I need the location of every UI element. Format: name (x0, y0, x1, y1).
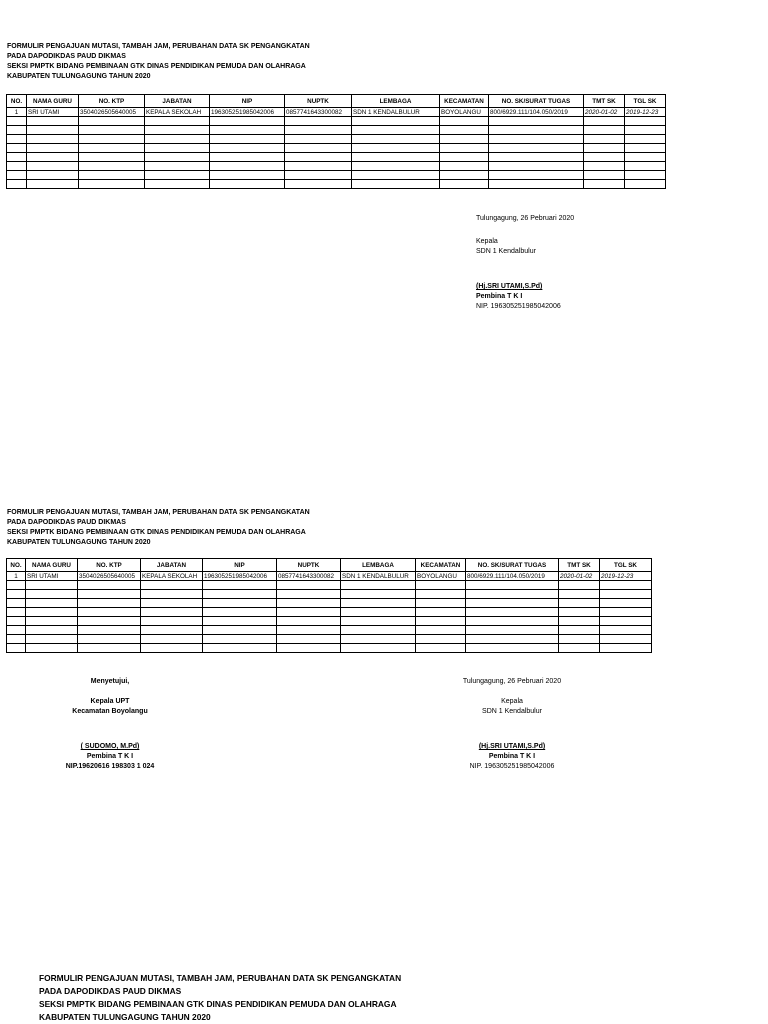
table-cell-empty (78, 644, 141, 653)
form-header-1 (7, 42, 310, 82)
table-cell-empty (141, 608, 203, 617)
table-cell-empty (7, 171, 27, 180)
cell-lembaga: SDN 1 KENDALBULUR (341, 572, 416, 581)
table-cell-empty (466, 644, 559, 653)
data-table-2 (6, 558, 652, 653)
table-cell-empty (440, 171, 489, 180)
header-line1: FORMULIR PENGAJUAN MUTASI, TAMBAH JAM, PERUBAHAN DATA SK PENGANGKATAN (7, 43, 310, 50)
table-cell-empty (489, 144, 584, 153)
header-line4: KABUPATEN TULUNGAGUNG TAHUN 2020 (7, 73, 151, 80)
table-cell-empty (7, 635, 26, 644)
table-cell-empty (285, 135, 352, 144)
table-cell-empty (559, 617, 600, 626)
sig-school: SDN 1 Kendalbulur (482, 708, 542, 715)
table-cell-empty (7, 153, 27, 162)
table-cell-empty (203, 590, 277, 599)
cell-tmt: 2020-01-02 (559, 572, 600, 581)
table-cell-empty (352, 180, 440, 189)
table-cell-empty (145, 180, 210, 189)
header-line1: FORMULIR PENGAJUAN MUTASI, TAMBAH JAM, PERUBAHAN DATA SK PENGANGKATAN (7, 509, 310, 516)
table-header-row (7, 559, 652, 572)
table-cell-empty (466, 608, 559, 617)
table-cell-empty (341, 581, 416, 590)
table-cell-empty (341, 635, 416, 644)
cell-ktp: 3504026505640005 (79, 108, 145, 117)
table-row-empty (7, 635, 652, 644)
table-cell-empty (584, 144, 625, 153)
table-cell-empty (78, 599, 141, 608)
table-cell-empty (600, 599, 652, 608)
table-cell-empty (285, 162, 352, 171)
table-cell-empty (7, 590, 26, 599)
sig-place-date: Tulungagung, 26 Pebruari 2020 (476, 215, 575, 222)
table-cell-empty (489, 171, 584, 180)
sig-name: (Hj.SRI UTAMI,S.Pd) (476, 283, 543, 290)
table-cell-empty (559, 635, 600, 644)
table-cell-empty (26, 644, 78, 653)
table-cell-empty (440, 135, 489, 144)
table-cell-empty (416, 581, 466, 590)
form-header-3 (39, 972, 401, 1024)
table-cell-empty (440, 126, 489, 135)
col-kecamatan: KECAMATAN (416, 559, 466, 572)
table-cell-empty (141, 581, 203, 590)
table-cell-empty (489, 162, 584, 171)
table-cell-empty (466, 581, 559, 590)
table-cell-empty (27, 117, 79, 126)
header-line4: KABUPATEN TULUNGAGUNG TAHUN 2020 (7, 539, 151, 546)
table-row-empty (7, 135, 666, 144)
col-lembaga: LEMBAGA (352, 95, 440, 108)
table-cell-empty (79, 153, 145, 162)
table-cell-empty (416, 635, 466, 644)
table-row-empty (7, 617, 652, 626)
col-lembaga: LEMBAGA (341, 559, 416, 572)
col-nuptk: NUPTK (277, 559, 341, 572)
table-cell-empty (489, 126, 584, 135)
table-cell-empty (489, 180, 584, 189)
table-cell-empty (27, 171, 79, 180)
table-cell-empty (7, 644, 26, 653)
table-row-empty (7, 626, 652, 635)
table-cell-empty (78, 608, 141, 617)
table-cell-empty (210, 126, 285, 135)
table-cell-empty (203, 644, 277, 653)
table-row-empty (7, 590, 652, 599)
table-cell-empty (416, 608, 466, 617)
table-cell-empty (466, 617, 559, 626)
header-line3: SEKSI PMPTK BIDANG PEMBINAAN GTK DINAS PENDIDIKAN PEMUDA DAN OLAHRAGA (7, 529, 306, 536)
table-cell-empty (7, 117, 27, 126)
header-line2: PADA DAPODIKDAS PAUD DIKMAS (39, 986, 182, 996)
cell-nip: 196305251985042006 (210, 108, 285, 117)
table-row-empty (7, 180, 666, 189)
table-cell-empty (466, 599, 559, 608)
col-no-ktp: NO. KTP (79, 95, 145, 108)
table-cell-empty (277, 617, 341, 626)
table-row-empty (7, 162, 666, 171)
table-cell-empty (78, 617, 141, 626)
table-cell-empty (600, 626, 652, 635)
table-cell-empty (210, 117, 285, 126)
table-cell-empty (145, 162, 210, 171)
table-cell-empty (210, 171, 285, 180)
table-cell-empty (559, 626, 600, 635)
table-cell-empty (600, 608, 652, 617)
cell-no: 1 (7, 572, 26, 581)
table-cell-empty (79, 144, 145, 153)
table-cell-empty (352, 117, 440, 126)
table-cell-empty (600, 590, 652, 599)
table-cell-empty (625, 117, 666, 126)
table-cell-empty (352, 126, 440, 135)
table-cell-empty (341, 626, 416, 635)
header-line2: PADA DAPODIKDAS PAUD DIKMAS (7, 519, 126, 526)
table-cell-empty (145, 117, 210, 126)
approval-office: Kecamatan Boyolangu (72, 708, 148, 715)
table-cell-empty (277, 644, 341, 653)
table-cell-empty (203, 581, 277, 590)
table-cell-empty (27, 135, 79, 144)
table-cell-empty (584, 117, 625, 126)
table-cell-empty (79, 117, 145, 126)
table-cell-empty (7, 617, 26, 626)
table-cell-empty (79, 171, 145, 180)
table-cell-empty (440, 162, 489, 171)
table-cell-empty (440, 117, 489, 126)
cell-tgl: 2019-12-23 (600, 572, 652, 581)
table-cell-empty (210, 144, 285, 153)
table-row-empty (7, 171, 666, 180)
col-nip: NIP (210, 95, 285, 108)
table-cell-empty (584, 126, 625, 135)
table-cell-empty (466, 626, 559, 635)
table-cell-empty (141, 590, 203, 599)
table-cell-empty (27, 144, 79, 153)
form-header-2 (7, 508, 310, 548)
cell-kecamatan: BOYOLANGU (416, 572, 466, 581)
table-cell-empty (285, 180, 352, 189)
table-cell-empty (203, 599, 277, 608)
table-cell-empty (584, 135, 625, 144)
col-nama-guru: NAMA GURU (26, 559, 78, 572)
table-cell-empty (584, 153, 625, 162)
table-cell-empty (145, 126, 210, 135)
signature-block-2 (452, 677, 572, 772)
approval-nip: NIP.19620616 198303 1 024 (65, 763, 155, 770)
table-header-row (7, 95, 666, 108)
sig-place-date: Tulungagung, 26 Pebruari 2020 (462, 678, 562, 685)
table-cell-empty (352, 135, 440, 144)
col-tmt-sk: TMT SK (559, 559, 600, 572)
table-cell-empty (584, 171, 625, 180)
table-cell-empty (7, 180, 27, 189)
approval-block (50, 677, 170, 772)
signature-block-1 (476, 214, 574, 312)
table-cell-empty (277, 590, 341, 599)
table-cell-empty (416, 644, 466, 653)
col-tmt-sk: TMT SK (584, 95, 625, 108)
table-cell-empty (285, 171, 352, 180)
table-cell-empty (285, 144, 352, 153)
table-cell-empty (141, 644, 203, 653)
sig-school: SDN 1 Kendalbulur (476, 248, 536, 255)
table-cell-empty (7, 126, 27, 135)
table-cell-empty (466, 635, 559, 644)
table-cell-empty (584, 162, 625, 171)
table-cell-empty (7, 135, 27, 144)
table-cell-empty (625, 144, 666, 153)
table-row-empty (7, 153, 666, 162)
table-cell-empty (625, 171, 666, 180)
table-cell-empty (145, 171, 210, 180)
header-line3: SEKSI PMPTK BIDANG PEMBINAAN GTK DINAS PENDIDIKAN PEMUDA DAN OLAHRAGA (39, 999, 397, 1009)
table-cell-empty (559, 644, 600, 653)
table-cell-empty (79, 126, 145, 135)
cell-no: 1 (7, 108, 27, 117)
table-cell-empty (559, 581, 600, 590)
table-cell-empty (26, 599, 78, 608)
table-cell-empty (203, 608, 277, 617)
table-cell-empty (210, 135, 285, 144)
table-cell-empty (489, 135, 584, 144)
table-row-empty (7, 581, 652, 590)
table-cell-empty (26, 581, 78, 590)
table-row-empty (7, 144, 666, 153)
table-cell-empty (600, 581, 652, 590)
table-cell-empty (27, 162, 79, 171)
table-cell-empty (78, 635, 141, 644)
table-cell-empty (466, 590, 559, 599)
cell-tmt: 2020-01-02 (584, 108, 625, 117)
table-cell-empty (277, 626, 341, 635)
cell-sk: 800/6929.111/104.050/2019 (466, 572, 559, 581)
col-tgl-sk: TGL SK (625, 95, 666, 108)
table-cell-empty (26, 617, 78, 626)
table-cell-empty (352, 153, 440, 162)
table-cell-empty (7, 144, 27, 153)
table-cell-empty (440, 180, 489, 189)
table-cell-empty (600, 617, 652, 626)
table-row (7, 108, 666, 117)
sig-role: Kepala (501, 698, 523, 705)
table-cell-empty (277, 599, 341, 608)
table-cell-empty (26, 626, 78, 635)
table-cell-empty (559, 599, 600, 608)
table-cell-empty (78, 590, 141, 599)
cell-jabatan: KEPALA SEKOLAH (145, 108, 210, 117)
col-nama-guru: NAMA GURU (27, 95, 79, 108)
col-jabatan: JABATAN (145, 95, 210, 108)
table-cell-empty (210, 180, 285, 189)
col-nip: NIP (203, 559, 277, 572)
table-cell-empty (203, 617, 277, 626)
table-cell-empty (352, 144, 440, 153)
table-cell-empty (141, 626, 203, 635)
col-no-ktp: NO. KTP (78, 559, 141, 572)
table-cell-empty (7, 581, 26, 590)
table-cell-empty (625, 162, 666, 171)
table-cell-empty (416, 626, 466, 635)
sig-role: Kepala (476, 238, 498, 245)
cell-kecamatan: BOYOLANGU (440, 108, 489, 117)
cell-ktp: 3504026505640005 (78, 572, 141, 581)
table-cell-empty (7, 608, 26, 617)
col-no: NO. (7, 559, 26, 572)
table-cell-empty (141, 599, 203, 608)
table-cell-empty (26, 635, 78, 644)
col-nuptk: NUPTK (285, 95, 352, 108)
table-row-empty (7, 126, 666, 135)
table-cell-empty (27, 126, 79, 135)
table-row (7, 572, 652, 581)
table-cell-empty (79, 135, 145, 144)
table-cell-empty (341, 590, 416, 599)
table-cell-empty (210, 162, 285, 171)
table-cell-empty (27, 180, 79, 189)
sig-rank: Pembina T K I (476, 293, 523, 300)
cell-nuptk: 0857741643300082 (285, 108, 352, 117)
table-cell-empty (7, 162, 27, 171)
table-cell-empty (26, 590, 78, 599)
table-cell-empty (145, 153, 210, 162)
table-cell-empty (341, 608, 416, 617)
cell-nuptk: 0857741643300082 (277, 572, 341, 581)
col-tgl-sk: TGL SK (600, 559, 652, 572)
cell-nama: SRI UTAMI (26, 572, 78, 581)
cell-nip: 196305251985042006 (203, 572, 277, 581)
approval-role: Kepala UPT (90, 698, 130, 705)
table-cell-empty (26, 608, 78, 617)
header-line4: KABUPATEN TULUNGAGUNG TAHUN 2020 (39, 1012, 211, 1022)
table-cell-empty (141, 635, 203, 644)
header-line2: PADA DAPODIKDAS PAUD DIKMAS (7, 53, 126, 60)
table-cell-empty (78, 581, 141, 590)
table-cell-empty (440, 144, 489, 153)
table-cell-empty (7, 626, 26, 635)
col-no-sk: NO. SK/SURAT TUGAS (489, 95, 584, 108)
sig-nip: NIP. 196305251985042006 (476, 303, 561, 310)
header-line1: FORMULIR PENGAJUAN MUTASI, TAMBAH JAM, PERUBAHAN DATA SK PENGANGKATAN (39, 973, 402, 983)
table-cell-empty (7, 599, 26, 608)
cell-jabatan: KEPALA SEKOLAH (141, 572, 203, 581)
table-row-empty (7, 117, 666, 126)
table-cell-empty (27, 153, 79, 162)
table-cell-empty (141, 617, 203, 626)
table-cell-empty (559, 608, 600, 617)
table-cell-empty (489, 117, 584, 126)
table-body-2 (7, 572, 652, 653)
table-cell-empty (78, 626, 141, 635)
table-cell-empty (600, 644, 652, 653)
table-cell-empty (625, 180, 666, 189)
sig-nip: NIP. 196305251985042006 (469, 763, 555, 770)
table-cell-empty (277, 635, 341, 644)
table-cell-empty (341, 617, 416, 626)
sig-rank: Pembina T K I (488, 753, 536, 760)
table-cell-empty (277, 608, 341, 617)
table-cell-empty (416, 599, 466, 608)
cell-lembaga: SDN 1 KENDALBULUR (352, 108, 440, 117)
table-cell-empty (559, 590, 600, 599)
header-line3: SEKSI PMPTK BIDANG PEMBINAAN GTK DINAS PENDIDIKAN PEMUDA DAN OLAHRAGA (7, 63, 306, 70)
table-cell-empty (625, 126, 666, 135)
table-body-1 (7, 108, 666, 189)
table-cell-empty (79, 180, 145, 189)
table-row-empty (7, 599, 652, 608)
approval-name: ( SUDOMO, M.Pd) (80, 743, 140, 750)
col-kecamatan: KECAMATAN (440, 95, 489, 108)
table-cell-empty (352, 171, 440, 180)
table-cell-empty (584, 180, 625, 189)
table-row-empty (7, 608, 652, 617)
table-cell-empty (600, 635, 652, 644)
table-cell-empty (79, 162, 145, 171)
table-cell-empty (210, 153, 285, 162)
table-cell-empty (416, 590, 466, 599)
col-no: NO. (7, 95, 27, 108)
table-cell-empty (341, 599, 416, 608)
table-cell-empty (203, 626, 277, 635)
cell-sk: 800/6929.111/104.050/2019 (489, 108, 584, 117)
cell-nama: SRI UTAMI (27, 108, 79, 117)
data-table-1 (6, 94, 666, 189)
table-cell-empty (285, 126, 352, 135)
sig-name: (Hj.SRI UTAMI,S.Pd) (478, 743, 546, 750)
table-cell-empty (625, 153, 666, 162)
approval-label: Menyetujui, (90, 678, 130, 685)
table-cell-empty (341, 644, 416, 653)
table-cell-empty (277, 581, 341, 590)
table-cell-empty (489, 153, 584, 162)
table-cell-empty (440, 153, 489, 162)
table-cell-empty (352, 162, 440, 171)
table-cell-empty (416, 617, 466, 626)
table-row-empty (7, 644, 652, 653)
col-no-sk: NO. SK/SURAT TUGAS (466, 559, 559, 572)
table-cell-empty (625, 135, 666, 144)
table-cell-empty (145, 144, 210, 153)
table-cell-empty (145, 135, 210, 144)
approval-rank: Pembina T K I (86, 753, 134, 760)
table-cell-empty (203, 635, 277, 644)
table-cell-empty (285, 153, 352, 162)
col-jabatan: JABATAN (141, 559, 203, 572)
cell-tgl: 2019-12-23 (625, 108, 666, 117)
table-cell-empty (285, 117, 352, 126)
